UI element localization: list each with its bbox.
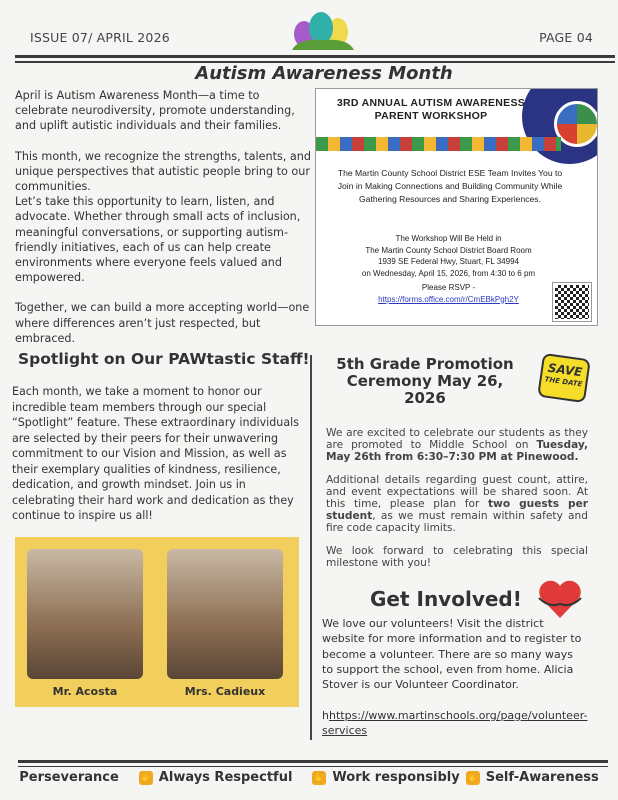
volunteer-link-wrap bbox=[322, 708, 588, 738]
promotion-p2: , as we must remain within safety and fire code capacity limits. bbox=[326, 509, 588, 534]
paw-icon: ✋ bbox=[467, 772, 479, 783]
rsvp-label: Please RSVP - bbox=[421, 283, 476, 292]
heart-hug-icon bbox=[535, 578, 585, 620]
flyer-details bbox=[326, 233, 571, 305]
puzzle-banner bbox=[316, 137, 561, 151]
staff-photo bbox=[27, 549, 143, 679]
flyer-line: The Workshop Will Be Held in bbox=[395, 234, 502, 243]
header-rule bbox=[15, 55, 615, 58]
intro-text bbox=[15, 88, 312, 361]
promotion-p1: We are excited to celebrate our students as they are promoted to Middle School on bbox=[326, 427, 588, 451]
page-number: PAGE 04 bbox=[539, 30, 593, 45]
spotlight-text: Each month, we take a moment to honor our incredible team members through our special “Spotlight” feature. These extraordinary individuals are selected by their peers for their unwavering commitment to our Vision and Mission, as well as their exemplary qualities of kindness, resilience, dedication, and growth mindset. Join us in celebrating their hard work and dedication as they continue to inspire us all! bbox=[12, 385, 299, 522]
photo-caption: Mrs. Cadieux bbox=[184, 685, 266, 698]
get-involved-heading: Get Involved! bbox=[370, 587, 522, 611]
page-title: Autism Awareness Month bbox=[195, 63, 453, 84]
value-item: Work responsibly bbox=[332, 770, 460, 785]
intro-paragraph: April is Autism Awareness Month—a time to celebrate neurodiversity, promote understanding, and uplift autistic individuals and their families. bbox=[15, 89, 295, 133]
flyer-line: 1939 SE Federal Hwy, Stuart, FL 34994 bbox=[378, 257, 519, 266]
promotion-heading: 5th Grade Promotion Ceremony May 26, 2026 bbox=[336, 355, 514, 407]
column-divider bbox=[310, 355, 312, 740]
photo-caption: Mr. Acosta bbox=[52, 685, 118, 698]
value-item: Self-Awareness bbox=[485, 770, 599, 785]
promotion-p2: Additional details regarding guest count, attire, and event expectations will be shared soon. At this time, please plan for bbox=[326, 474, 588, 510]
flyer-heading: 3RD ANNUAL AUTISM AWARENESS PARENT WORKSHOP bbox=[336, 97, 526, 122]
footer-rule bbox=[18, 766, 608, 767]
volunteer-link[interactable]: https://www.martinschools.org/page/volunteer-services bbox=[322, 709, 588, 737]
qr-code bbox=[553, 283, 591, 321]
workshop-flyer bbox=[315, 88, 598, 326]
get-involved-text: We love our volunteers! Visit the district website for more information and to register to become a volunteer. There are so many ways to support the school, even from home. Alicia Stover is our Volunteer Coordinator. bbox=[322, 617, 582, 692]
intro-paragraph: Together, we can build a more accepting world—one where differences aren’t just respected, but embraced. bbox=[15, 301, 310, 345]
promotion-text bbox=[326, 428, 588, 582]
paw-icon: ✋ bbox=[140, 772, 152, 783]
rsvp-link[interactable]: https://forms.office.com/r/CmEBkPgh2Y bbox=[378, 294, 519, 304]
issue-label: ISSUE 07/ APRIL 2026 bbox=[30, 30, 170, 45]
guest-limit: two guests per student bbox=[326, 497, 589, 522]
flyer-line: on Wednesday, April 15, 2026, from 4:30 to 6 pm bbox=[361, 268, 536, 278]
easter-eggs-icon bbox=[292, 12, 354, 50]
footer-rule bbox=[18, 760, 608, 763]
promotion-p3: We look forward to celebrating this special milestone with you! bbox=[326, 545, 588, 570]
value-item: Always Respectful bbox=[158, 770, 293, 785]
value-item: Perseverance bbox=[19, 770, 119, 785]
flyer-line: The Martin County School District Board Room bbox=[365, 245, 532, 255]
intro-paragraph: This month, we recognize the strengths, talents, and unique perspectives that autistic people bring to our communities. Let’s take this opportunity to learn, listen, and advocate. Whether through small acts of inclusion, meaningful conversations, or supporting autism-friendly initiatives, each of us can help create environments where everyone feels valued and empowered. bbox=[15, 149, 311, 285]
badge-text: SAVE bbox=[546, 360, 584, 380]
flyer-body: The Martin County School District ESE Team Invites You to Join in Making Connections and Building Community While Gathering Resources and Sharing Experiences. bbox=[337, 168, 563, 204]
promotion-date: Tuesday, May 26th from 6:30–7:30 PM at Pinewood. bbox=[326, 438, 588, 463]
spotlight-heading: Spotlight on Our PAWtastic Staff! bbox=[18, 350, 310, 368]
footer-values bbox=[0, 770, 618, 785]
staff-photos bbox=[15, 537, 299, 707]
link-prefix: h bbox=[322, 709, 329, 722]
save-the-date-badge bbox=[537, 353, 591, 403]
badge-text: THE DATE bbox=[544, 375, 583, 389]
paw-icon: ✋ bbox=[313, 772, 326, 783]
staff-photo bbox=[167, 549, 283, 679]
